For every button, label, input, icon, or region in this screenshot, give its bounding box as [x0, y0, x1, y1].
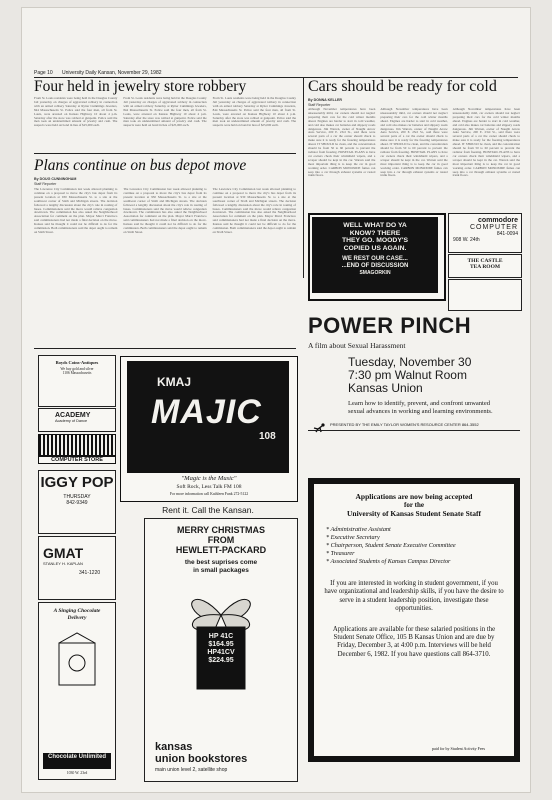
story1-text-col2: From St. Louis residents were being held in the Douglas County Jail yesterday on charges of aggravated robbery in connection with an armed robbery Saturday at Rytter Cummings Jewelers, 844 Massachusetts St. Police said the four men, all from St. Louis, were arrested on Kansas Highway 10 about 4 p.m. Saturday after the store was robbed at gunpoint. Police said the men took an undetermined amount of jewelry and cash. The suspects were held on bond in lieu of $25,000 each. [123, 96, 207, 128]
senate-position-label: Administrative Assistant [330, 526, 391, 533]
senate-position: * Administrative Assistant [326, 526, 391, 533]
kmaj-line: Soft Rock, Less Talk FM 108 [176, 484, 242, 490]
chocolate-brand: Chocolate Unlimited [43, 753, 111, 769]
iggy-pop-ad [38, 470, 116, 534]
story3-byline [308, 98, 378, 107]
kmaj-frequency: 108 [259, 431, 276, 442]
story2-byline-role: Staff Reporter [34, 181, 57, 186]
senate-position-label: Chairperson, Student Senate Executive Committee [330, 542, 456, 549]
academy-line: Academy of Dance [55, 419, 88, 423]
senate-position: * Associated Students of Kansas Campus Director [326, 558, 451, 565]
gmat-ad [38, 536, 116, 600]
senate-position: * Executive Secretary [326, 534, 380, 541]
story1-text-col3: From St. Louis residents were being held in the Douglas County Jail yesterday on charges of aggravated robbery in connection with an armed robbery Saturday at Rytter Cummings Jewelers, 844 Massachusetts St. Police said the four men, all from St. Louis, were arrested on Kansas Highway 10 about 4 p.m. Saturday after the store was robbed at gunpoint. Police said the men took an undetermined amount of jewelry and cash. The suspects were held on bond in lieu of $25,000 each. [212, 96, 296, 128]
hp-product1: HP 41C [208, 633, 234, 640]
power-pinch-credit: PRESENTED BY THE EMILY TAYLOR WOMEN'S RESOURCE CENTER 864-3552 [330, 422, 479, 427]
story2-text: The Lawrence City Commission last week allowed planning to continue on a proposal to move the city's bus depot from its present location at 930 Massachusetts St. to a site at the southwest corner of Sixth and Michigan streets. The decision followed a lengthy discussion about the city's role in routing of buses. Commissioners said the move would relieve congestion downtown. The commission has also asked the Neighborhood Association for comment on the plan. Mayor Marci Francisco said commissioners had not made a final decision on the move. Kansas said he thought it could not be difficult to do for the commission. Both commissioners said the depot ought to remain on Sixth Street. [34, 187, 118, 234]
castle-ad [448, 254, 522, 278]
story2-headline: Plans continue on bus depot move [34, 157, 247, 174]
kmaj-brand: MAJIC [151, 393, 262, 431]
iggy-pop-phone: 842-9349 [66, 500, 88, 506]
column-rule [303, 78, 304, 278]
story2-text-col3: The Lawrence City Commission last week allowed planning to continue on a proposal to move the city's bus depot from its present location at 930 Massachusetts St. to a site at the southwest corner of Sixth and Michigan streets. The decision followed a lengthy discussion about the city's role in routing of buses. Commissioners said the move would relieve congestion downtown. The commission has also asked the Neighborhood Association for comment on the plan. Mayor Marci Francisco said commissioners had not made a final decision on the move. Kansas said he thought it could not be difficult to do for the commission. Both commissioners said the depot ought to remain on Sixth Street. [212, 187, 296, 234]
kmaj-ad [120, 356, 298, 502]
story3-text-col2: Although November temperatures have been unseasonably mild, car owners should not neglect preparing their cars for the cold winter months ahead. Engines are harder to start in cold weather, and cold also makes car batteries and slippery roads dangerous. Jim Warren, owner of Naught Arrow Auto Service, 200 E. 23rd St., said there were several parts of a car the owner should check to make sure it is ready for the freezing temperatures ahead. IT SHOULD be clean, and the concentration should be from 50 to 60 percent to prevent the radiator from freezing. HOSETAIL PLANS to have car owners check their windshield wipers, and a scraper should be kept in the car. Warren said the most important thing is to keep the car in good working order. CARBON MONOXIDE fumes can seep into a car through exhaust systems or rusted trunk floors. [380, 107, 448, 178]
hp-sub2: in small packages [193, 566, 249, 574]
paper-name-date: University Daily Kansan, November 29, 1982 [62, 70, 162, 76]
hp-heading2: FROM [207, 535, 235, 545]
castle-name: THE CASTLE [467, 258, 503, 264]
hp-heading3: HEWLETT-PACKARD [175, 545, 267, 555]
chocolate-ad [38, 602, 116, 780]
hp-store3: main union level 2, satellite shop [155, 767, 228, 773]
hp-ad [144, 518, 298, 782]
divider [34, 153, 296, 154]
boyds-line1: We buy gold and silver [60, 367, 94, 371]
story2-body [34, 188, 296, 235]
senate-position-label: Treasurer [330, 550, 355, 557]
hp-price1: $164.95 [208, 641, 234, 648]
hp-store2: union bookstores [155, 753, 248, 765]
runner-icon [312, 420, 328, 430]
story1-body [34, 97, 296, 128]
story3-text-col3: Although November temperatures have been unseasonably mild, car owners should not neglect preparing their cars for the cold winter months ahead. Engines are harder to start in cold weather, and cold also makes car batteries and slippery roads dangerous. Jim Warren, owner of Naught Arrow Auto Service, 200 E. 23rd St., said there were several parts of a car the owner should check to make sure it is ready for the freezing temperatures ahead. IT SHOULD be clean, and the concentration should be from 50 to 60 percent to prevent the radiator from freezing. HOSETAIL PLANS to have car owners check their windshield wipers, and a scraper should be kept in the car. Warren said the most important thing is to keep the car in good working order. CARBON MONOXIDE fumes can seep into a car through exhaust systems or rusted trunk floors. [452, 107, 520, 178]
gmat-name: GMAT [43, 545, 84, 561]
hp-prices [197, 633, 245, 665]
moodys-signature: SMAGORKIN [359, 270, 391, 277]
commodore-phone: 841-0094 [496, 231, 518, 237]
moodys-line6: ...END OF DISCUSSION [341, 263, 409, 270]
castle-sub: TEA ROOM [469, 264, 501, 270]
power-pinch-date: Tuesday, November 30 [348, 355, 472, 369]
moodys-line3: THEY GO. MOODY'S [341, 237, 409, 245]
computer-store-ad: COMPUTER STORE [38, 456, 116, 464]
senate-paragraph2: Applications are available for these salaried positions in the Student Senate Office, 105 B Kansas Union and are due by Friday, December 3, at 4:00 p.m. Interviews will be held December 6, 1982. If you have questions call 864-3710. [332, 625, 496, 658]
gmat-test: STANLEY H. KAPLAN [43, 561, 83, 566]
senate-position: * Treasurer [326, 550, 355, 557]
small-ad [448, 279, 522, 311]
divider [308, 430, 520, 431]
power-pinch-time: 7:30 pm Walnut Room [348, 368, 467, 382]
kmaj-info: For more information call Kathleen Funk 272-5122 [169, 492, 249, 496]
divider [34, 348, 296, 349]
gmat-phone: 341-1220 [79, 570, 101, 576]
hp-product2: HP41CV [207, 649, 235, 656]
boyds-line2: 1106 Massachusetts [62, 371, 92, 375]
boyds-ad [38, 355, 116, 407]
senate-title1: Applications are now being accepted [355, 492, 473, 501]
senate-credit: paid for by Student Activity Fees [432, 746, 485, 751]
senate-title3: University of Kansas Student Senate Staff [347, 509, 481, 518]
senate-position-label: Executive Secretary [330, 534, 380, 541]
moodys-ad-inner [312, 217, 438, 293]
page-folio [34, 70, 518, 78]
story2-byline-name: By DOUG CUNNINGHAM [34, 177, 77, 181]
power-pinch-place: Kansas Union [348, 381, 423, 395]
moodys-line5: WE REST OUR CASE... [342, 256, 408, 263]
senate-paragraph1: If you are interested in working in student government, if you have organizational and leadership skills, if you have the desire to serve in a student leadership position, investigate these opportunities. [324, 580, 504, 613]
moodys-line2: KNOW? THERE [349, 229, 401, 237]
commodore-ad [448, 213, 522, 253]
kmaj-panel [127, 361, 289, 473]
moodys-line4: COPIED US AGAIN. [343, 244, 407, 252]
senate-ad [314, 484, 514, 756]
senate-title2: for the [404, 501, 424, 509]
story3-headline: Cars should be ready for cold [308, 78, 497, 95]
story3-byline-role: Staff Reporter [308, 102, 331, 107]
senate-position: * Chairperson, Student Senate Executive Committee [326, 542, 456, 549]
power-pinch-title: POWER PINCH [308, 313, 472, 338]
iggy-pop-name: IGGY POP [40, 474, 114, 491]
story2-byline [34, 177, 118, 186]
power-pinch-ad [308, 313, 520, 427]
chocolate-address: 1030 W. 23rd [66, 771, 88, 775]
senate-ad-frame [308, 478, 520, 762]
kmaj-station: KMAJ [157, 375, 192, 389]
moodys-ad [308, 213, 446, 301]
senate-positions [326, 526, 514, 566]
moodys-line1: WELL WHAT DO YA [343, 222, 407, 229]
newspaper-page [22, 8, 530, 792]
academy-name: ACADEMY [55, 412, 91, 419]
hp-sub1: the best suprises come [184, 559, 258, 566]
commodore-name: commodore [477, 217, 518, 224]
kmaj-tagline: "Magic is the Music" [181, 475, 237, 482]
power-pinch-description: Learn how to identify, prevent, and confront unwanted sexual advances in working and learning environments. [348, 400, 493, 415]
story2-text-col2: The Lawrence City Commission last week allowed planning to continue on a proposal to move the city's bus depot from its present location at 930 Massachusetts St. to a site at the southwest corner of Sixth and Michigan streets. The decision followed a lengthy discussion about the city's role in routing of buses. Commissioners said the move would relieve congestion downtown. The commission has also asked the Neighborhood Association for comment on the plan. Mayor Marci Francisco said commissioners had not made a final decision on the move. Kansas said he thought it could not be difficult to do for the commission. Both commissioners said the depot ought to remain on Sixth Street. [123, 187, 207, 234]
hp-store1: kansas [155, 741, 193, 753]
senate-position-label: Associated Students of Kansas Campus Director [330, 558, 451, 565]
chocolate-box-icon [53, 629, 101, 689]
boyds-name: Boyds Coins-Antiques [55, 360, 99, 365]
hp-price2: $224.95 [208, 657, 234, 664]
story3-body [308, 108, 520, 178]
story3-byline-name: By DONNA KELLER [308, 98, 343, 102]
hp-heading1: MERRY CHRISTMAS [176, 525, 265, 535]
story3-text: Although November temperatures have been unseasonably mild, car owners should not neglect preparing their cars for the cold winter months ahead. Engines are harder to start in cold weather, and cold also makes car batteries and slippery roads dangerous. Jim Warren, owner of Naught Arrow Auto Service, 200 E. 23rd St., said there were several parts of a car the owner should check to make sure it is ready for the freezing temperatures ahead. IT SHOULD be clean, and the concentration should be from 50 to 60 percent to prevent the radiator from freezing. HOSETAIL PLANS to have car owners check their windshield wipers, and a scraper should be kept in the car. Warren said the most important thing is to keep the car in good working order. CARBON MONOXIDE fumes can seep into a car through exhaust systems or rusted trunk floors. [308, 107, 376, 178]
page-number: Page 10 [34, 70, 53, 76]
iggy-pop-day: THURSDAY [63, 494, 91, 500]
story1-headline: Four held in jewelry store robbery [34, 78, 247, 95]
power-pinch-film: A film about Sexual Harassment [308, 341, 406, 350]
computer-stripes [38, 434, 116, 456]
rent-kansan-line: Rent it. Call the Kansan. [162, 505, 254, 515]
commodore-sub: COMPUTER [469, 224, 518, 231]
commodore-address: 908 W. 24th [453, 237, 480, 243]
story1-text: From St. Louis residents were being held in the Douglas County Jail yesterday on charges of aggravated robbery in connection with an armed robbery Saturday at Rytter Cummings Jewelers, 844 Massachusetts St. Police said the four men, all from St. Louis, were arrested on Kansas Highway 10 about 4 p.m. Saturday after the store was robbed at gunpoint. Police said the men took an undetermined amount of jewelry and cash. The suspects were held on bond in lieu of $25,000 each. [34, 96, 118, 128]
chocolate-top: A Singing Chocolate Delivery [53, 608, 101, 621]
academy-ad [38, 408, 116, 432]
